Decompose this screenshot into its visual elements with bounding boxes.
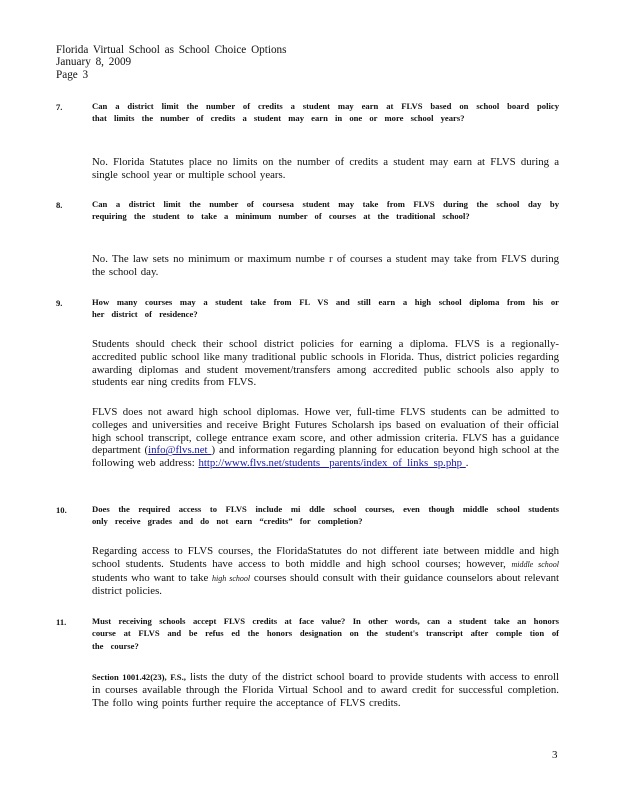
question-text: Does the required access to FLVS include mi ddle school courses, even though middle school students only receive grades and do not earn “credits” for completion? xyxy=(92,504,559,527)
answer-text-part: courses should consult with their guidance counselors about relevant district policies. xyxy=(92,571,560,598)
question-text: Can a district limit the number of coursesa student may take from FLVS during the school day by requiring the student to take a minimum number of courses at the traditional school? xyxy=(92,199,559,222)
statute-reference: Section 1001.42(23), F.S., xyxy=(92,672,186,682)
question-text: How many courses may a student take from FL VS and still earn a high school diploma from his or her district of residence? xyxy=(92,297,559,320)
question-number: 10. xyxy=(56,505,67,515)
answer-text-part: FLVS does not award high school diplomas. Howe ver, full-time FLVS students can be admitted to colleges and universities and receive Bright Futures Scholarsh ips based on evaluation of their official high school transcript, college entrance exam score, and other admission criteria. FLVS has a guidance department ( xyxy=(92,406,559,457)
answer-text-part: lists the duty of the district school board to provide students with access to enroll in courses available through the Florida Virtual School and to award credit for successful completion. The follo wing points further require the acceptance of FLVS credits. xyxy=(92,671,560,709)
page-header xyxy=(56,44,287,81)
question-number: 7. xyxy=(56,102,63,112)
header-page: Page 3 xyxy=(56,68,89,81)
header-date: January 8, 2009 xyxy=(56,56,132,69)
page-number: 3 xyxy=(552,749,558,761)
answer-emphasis: high school xyxy=(212,573,251,583)
web-link[interactable]: http://www.flvs.net/students _parents/index_of_links_sp.php xyxy=(198,457,466,470)
question-number: 9. xyxy=(56,298,63,308)
email-link[interactable]: info@flvs.net xyxy=(148,444,212,457)
header-title: Florida Virtual School as School Choice Options xyxy=(56,44,287,56)
answer-text-part: Regarding access to FLVS courses, the FloridaStatutes do not different iate between middle and high school students. Students have access to both middle and high school courses; however, xyxy=(92,545,559,570)
question-text: Can a district limit the number of credits a student may earn at FLVS based on school board policy that limits the number of credits a student may earn in one or more school years? xyxy=(92,101,559,124)
answer-text-part: students who want to take xyxy=(92,571,209,584)
answer-text: Students should check their school district policies for earning a diploma. FLVS is a regionally-accredited public school like many traditional public schools in Florida. Thus, district policies regarding awarding diplomas and student movement/transfers among accredited public schools also apply to students ear ning credits from FLVS. xyxy=(92,338,559,389)
question-number: 11. xyxy=(56,617,67,627)
answer-text: No. The law sets no minimum or maximum numbe r of courses a student may take from FLVS during the school day. xyxy=(92,253,559,278)
link-end: . xyxy=(465,457,469,470)
question-text: Must receiving schools accept FLVS credits at face value? In other words, can a student take an honors course at FLVS and be refus ed the honors designation on the student's transcript after comple tion of the course? xyxy=(92,616,559,651)
answer-text xyxy=(92,545,559,598)
answer-text: No. Florida Statutes place no limits on the number of credits a student may earn at FLVS during a single school year or multiple school years. xyxy=(92,156,559,181)
question-number: 8. xyxy=(56,200,63,210)
answer-emphasis: middle school xyxy=(511,559,559,569)
answer-text xyxy=(92,406,559,470)
answer-text-part: ) and information regarding planning for education beyond high school at the following web address: xyxy=(92,444,559,470)
answer-text xyxy=(92,671,559,709)
